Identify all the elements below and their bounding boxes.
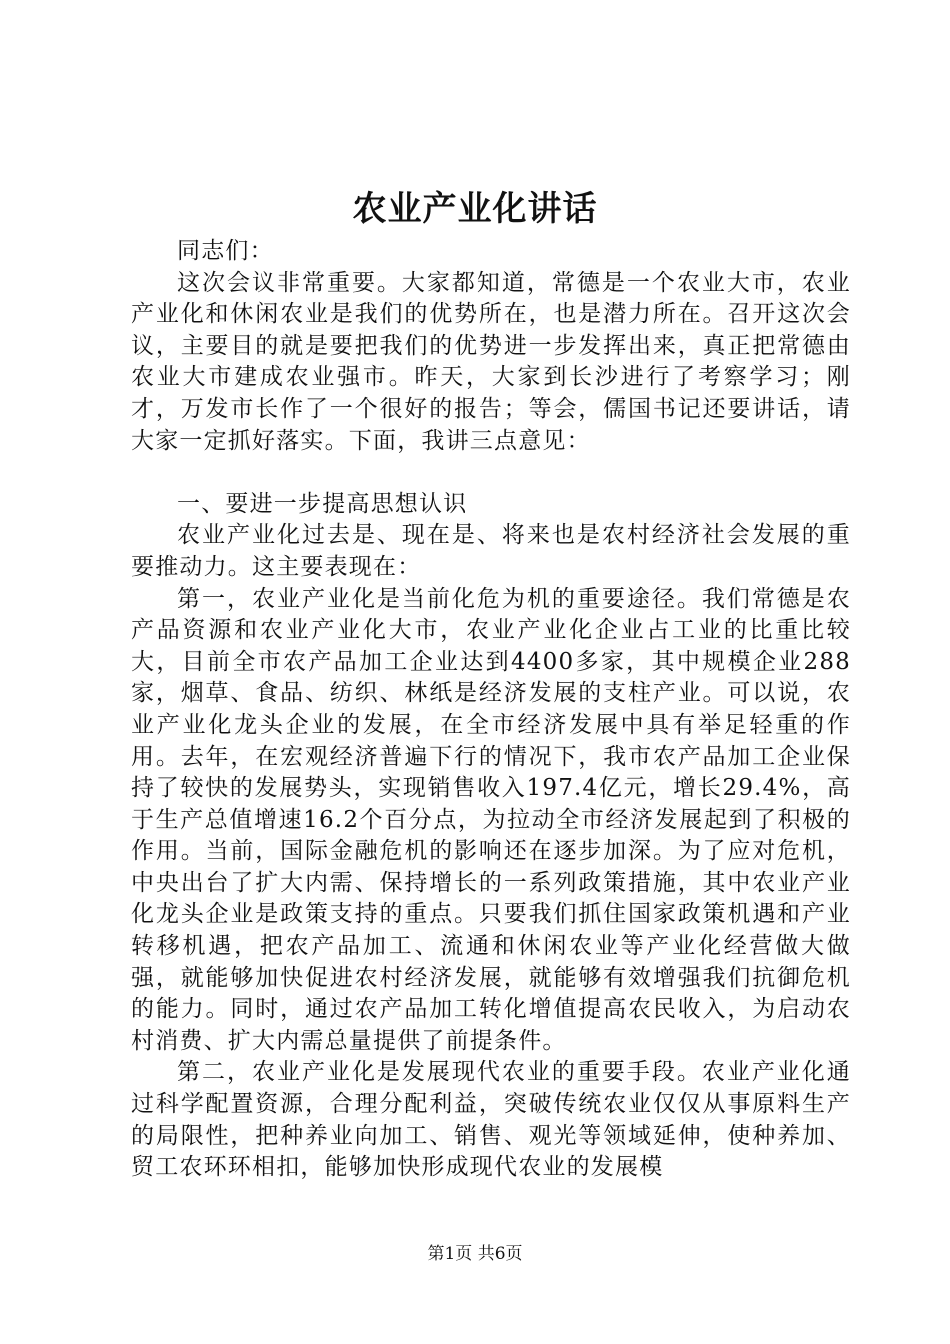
paragraph-point-2: 第二，农业产业化是发展现代农业的重要手段。农业产业化通过科学配置资源，合理分配利益，突破传统农业仅仅从事原料生产的局限性，把种养业向加工、销售、观光等领域延伸，使种养加、贸工农环环相扣，能够加快形成现代农业的发展模 (131, 1059, 851, 1181)
paragraph-point-1: 第一，农业产业化是当前化危为机的重要途径。我们常德是农产品资源和农业产业化大市，农业产业化企业占工业的比重比较大，目前全市农产品加工企业达到4400多家，其中规模企业288家，烟草、食品、纺织、林纸是经济发展的支柱产业。可以说，农业产业化龙头企业的发展，在全市经济发展中具有举足轻重的作用。去年，在宏观经济普遍下行的情况下，我市农产品加工企业保持了较快的发展势头，实现销售收入197.4亿元，增长29.4%，高于生产总值增速16.2个百分点，为拉动全市经济发展起到了积极的作用。当前，国际金融危机的影响还在逐步加深。为了应对危机，中央出台了扩大内需、保持增长的一系列政策措施，其中农业产业化龙头企业是政策支持的重点。只要我们抓住国家政策机遇和产业转移机遇，把农产品加工、流通和休闲农业等产业化经营做大做强，就能够加快促进农村经济发展，就能够有效增强我们抗御危机的能力。同时，通过农产品加工转化增值提高农民收入，为启动农村消费、扩大内需总量提供了前提条件。 (131, 585, 851, 1054)
paragraph-section-intro: 农业产业化过去是、现在是、将来也是农村经济社会发展的重要推动力。这主要表现在： (131, 522, 851, 580)
salutation: 同志们： (177, 238, 274, 264)
page-footer: 第1页 共6页 (427, 1244, 523, 1264)
document-title: 农业产业化讲话 (352, 189, 598, 229)
paragraph-intro: 这次会议非常重要。大家都知道，常德是一个农业大市，农业产业化和休闲农业是我们的优势所在，也是潜力所在。召开这次会议，主要目的就是要把我们的优势进一步发挥出来，真正把常德由农业大市建成农业强市。昨天，大家到长沙进行了考察学习；刚才，万发市长作了一个很好的报告；等会，儒国书记还要讲话，请大家一定抓好落实。下面，我讲三点意见： (131, 269, 851, 454)
section-heading-1: 一、要进一步提高思想认识 (177, 490, 468, 517)
document-body (131, 236, 851, 1184)
